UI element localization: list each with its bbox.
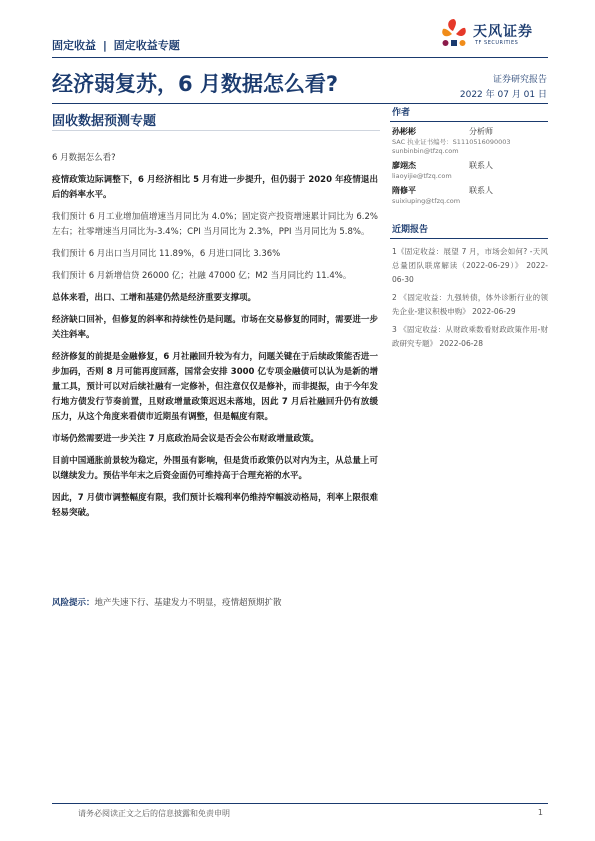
page-number: 1 [537,808,543,817]
author-entry [390,160,548,181]
header-separator: | [102,39,107,52]
logo-english: TF SECURITIES [475,40,519,46]
body-paragraph: 我们预计 6 月工业增加值增速当月同比为 4.0%；固定资产投资增速累计同比为 6.2%左右；社零增速当月同比为-3.4%；CPI 当月同比为 2.3%，PPI 当月同比为 5.8%。 [52,212,378,237]
author-entry [390,126,548,156]
body-paragraph: 6 月数据怎么看? [52,153,116,163]
company-logo [438,16,548,52]
author-name: 隋修平 [392,186,416,195]
report-subtitle: 固收数据预测专题 [52,114,157,129]
body-paragraph: 经济缺口回补，但修复的斜率和持续性仍是问题。市场在交易修复的同时，需要进一步关注斜率。 [52,315,378,340]
body-paragraph: 总体来看，出口、工增和基建仍然是经济重要支撑项。 [52,293,257,303]
author-role: 联系人 [469,161,493,170]
header-divider [52,57,548,58]
author-email[interactable]: liaoyijie@tfzq.com [392,172,452,180]
category-label: 固定收益 [52,39,96,52]
sidebar [390,103,548,355]
recent-report-link[interactable]: 2 《固定收益：九强转债，体外诊断行业的领先企业-建议积极申购》 2022-06-29 [392,293,548,316]
subcategory-label: 固定收益专题 [113,39,180,52]
author-role: 联系人 [469,186,493,195]
risk-text: 地产失速下行、基建发力不明显，疫情超预期扩散 [94,598,282,608]
header-category [52,37,180,53]
body-paragraph: 因此，7 月债市调整幅度有限，我们预计长端利率仍维持窄幅波动格局，利率上限很难轻易突破。 [52,493,378,518]
author-cert: SAC 执业证书编号：S1110516090003 [392,138,511,146]
body-paragraph: 疫情政策边际调整下，6 月经济相比 5 月有进一步提升，但仍弱于 2020 年疫情退出后的斜率水平。 [52,175,378,200]
risk-label: 风险提示： [52,598,95,608]
body-paragraph: 市场仍然需要进一步关注 7 月底政治局会议是否会公布财政增量政策。 [52,434,319,444]
logo-name: 天风证券 [473,24,533,40]
author-email[interactable]: suixiuping@tfzq.com [392,197,461,205]
author-email[interactable]: sunbinbin@tfzq.com [392,147,459,155]
risk-warning [52,596,378,610]
report-title: 经济弱复苏，6 月数据怎么看? [52,72,339,96]
report-type: 证券研究报告 [492,75,547,85]
recent-report-link[interactable]: 1《固定收益：展望 7 月，市场会如何? -天风总量团队联席解读（2022-06-29）》 2022-06-30 [392,247,548,284]
recent-list [390,245,548,351]
logo-flower-icon [438,16,470,52]
body-paragraph: 目前中国通胀前景较为稳定，外围虽有影响，但是货币政策仍以对内为主，从总量上可以继续发力。预估半年末之后资金面仍可维持高于合理充裕的水平。 [52,456,378,481]
author-role: 分析师 [469,127,493,136]
author-name: 孙彬彬 [392,127,416,136]
recent-report-link[interactable]: 3 《固定收益：从财政乘数看财政政策作用-财政研究专题》 2022-06-28 [392,325,548,348]
subtitle-divider [52,130,380,131]
footer-divider [52,803,548,804]
recent-reports [390,220,548,351]
author-name: 廖翊杰 [392,161,416,170]
author-entry [390,185,548,206]
body-paragraph: 经济修复的前提是金融修复，6 月社融回升较为有力，问题关键在于后续政策能否进一步加码，否则 8 月可能再度回落，国常会安排 3000 亿专项金融债可以认为是新的增量工具，预计可以对后续社融有一定修补，但注意仅仅是修补，而非提振，由于今年发行地方债发行节奏前置，且财政增量政策迟迟未落地，因此 7 月后社融回升仍有放缓压力，从这个角度来看债市近期虽有调整，但是幅度有限。 [52,352,378,422]
footer-disclaimer: 请务必阅读正文之后的信息披露和免责申明 [78,809,230,818]
body-paragraph: 我们预计 6 月新增信贷 26000 亿；社融 47000 亿；M2 当月同比约 11.4%。 [52,271,352,281]
authors-heading: 作者 [390,103,548,122]
report-date: 2022 年 07 月 01 日 [459,90,547,100]
report-body [52,151,378,528]
body-paragraph: 我们预计 6 月出口当月同比 11.89%，6 月进口同比 3.36% [52,249,281,259]
recent-heading: 近期报告 [390,220,548,239]
